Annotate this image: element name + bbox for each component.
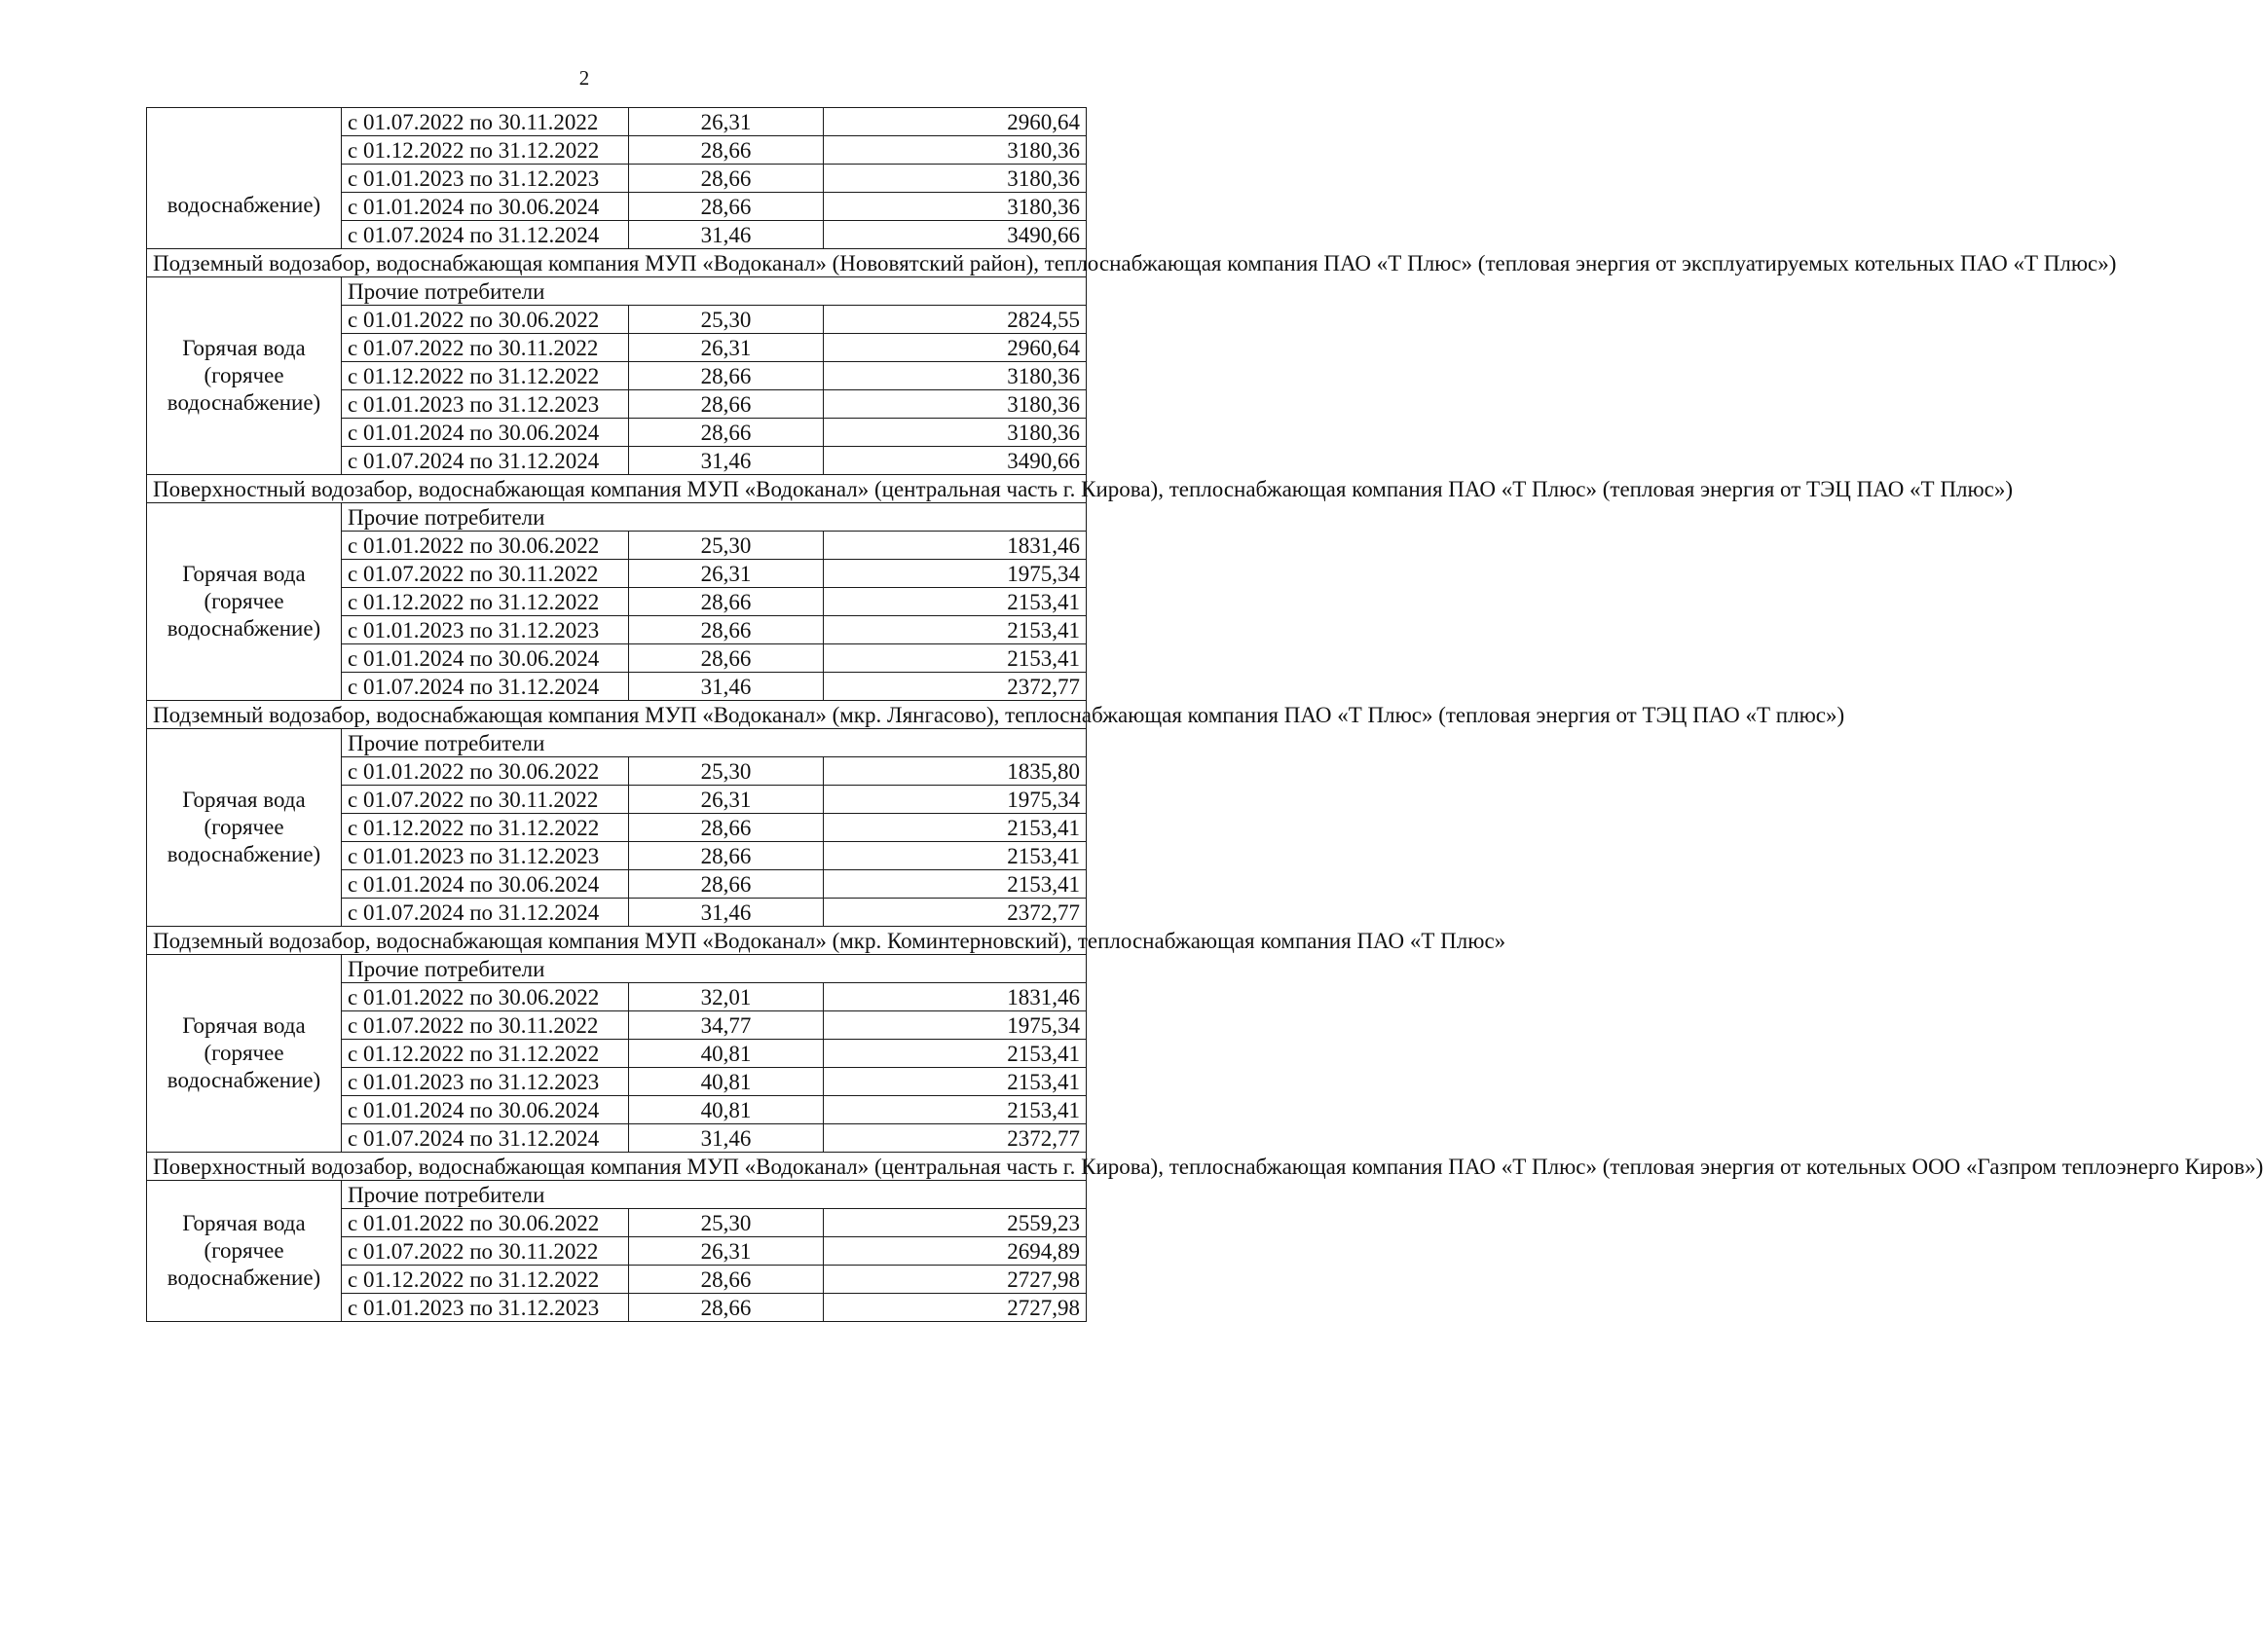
component-value-cell: 25,30 bbox=[629, 532, 824, 560]
consumer-group-label: Прочие потребители bbox=[342, 729, 1087, 757]
energy-value-cell: 2694,89 bbox=[824, 1237, 1087, 1266]
period-cell: с 01.07.2022 по 30.11.2022 bbox=[342, 1011, 629, 1040]
energy-value-cell: 2372,77 bbox=[824, 673, 1087, 701]
resource-label-line: (горячее bbox=[204, 815, 284, 839]
consumer-group-row bbox=[147, 503, 1087, 532]
energy-value-cell: 2372,77 bbox=[824, 1124, 1087, 1153]
component-value-cell: 28,66 bbox=[629, 362, 824, 390]
consumer-group-row bbox=[147, 955, 1087, 983]
period-cell: с 01.07.2022 по 30.11.2022 bbox=[342, 1237, 629, 1266]
energy-value-cell: 2153,41 bbox=[824, 616, 1087, 644]
period-cell: с 01.01.2023 по 31.12.2023 bbox=[342, 165, 629, 193]
resource-label-line: водоснабжение) bbox=[167, 1068, 321, 1092]
energy-value-cell: 2153,41 bbox=[824, 1040, 1087, 1068]
section-header: Подземный водозабор, водоснабжающая компания МУП «Водоканал» (Нововятский район), теплоснабжающая компания ПАО «Т Плюс» (тепловая энергия от эксплуатируемых котельных ПАО «Т Плюс») bbox=[147, 249, 1087, 277]
resource-label-line: (горячее bbox=[204, 1238, 284, 1263]
resource-label-line: водоснабжение) bbox=[167, 193, 321, 217]
component-value-cell: 26,31 bbox=[629, 560, 824, 588]
energy-value-cell: 3490,66 bbox=[824, 221, 1087, 249]
component-value-cell: 40,81 bbox=[629, 1096, 824, 1124]
period-cell: с 01.01.2024 по 30.06.2024 bbox=[342, 193, 629, 221]
period-cell: с 01.01.2023 по 31.12.2023 bbox=[342, 842, 629, 870]
resource-label-line: (горячее bbox=[204, 589, 284, 613]
component-value-cell: 34,77 bbox=[629, 1011, 824, 1040]
energy-value-cell: 2960,64 bbox=[824, 108, 1087, 136]
period-cell: с 01.01.2023 по 31.12.2023 bbox=[342, 1294, 629, 1322]
resource-cell bbox=[147, 503, 342, 701]
resource-cell bbox=[147, 955, 342, 1153]
resource-label-line: Горячая вода bbox=[182, 1013, 306, 1038]
consumer-group-label: Прочие потребители bbox=[342, 277, 1087, 306]
period-cell: с 01.12.2022 по 31.12.2022 bbox=[342, 136, 629, 165]
energy-value-cell: 2153,41 bbox=[824, 588, 1087, 616]
period-cell: с 01.12.2022 по 31.12.2022 bbox=[342, 588, 629, 616]
period-cell: с 01.01.2024 по 30.06.2024 bbox=[342, 644, 629, 673]
resource-cell bbox=[147, 729, 342, 927]
period-cell: с 01.07.2024 по 31.12.2024 bbox=[342, 899, 629, 927]
resource-label-line: Горячая вода bbox=[182, 788, 306, 812]
energy-value-cell: 1831,46 bbox=[824, 983, 1087, 1011]
component-value-cell: 31,46 bbox=[629, 221, 824, 249]
period-cell: с 01.07.2022 по 30.11.2022 bbox=[342, 560, 629, 588]
period-cell: с 01.12.2022 по 31.12.2022 bbox=[342, 814, 629, 842]
section-header: Поверхностный водозабор, водоснабжающая компания МУП «Водоканал» (центральная часть г. Кирова), теплоснабжающая компания ПАО «Т Плюс» (тепловая энергия от котельных ООО «Газпром теплоэнерго Киров») bbox=[147, 1153, 1087, 1181]
period-cell: с 01.07.2024 по 31.12.2024 bbox=[342, 447, 629, 475]
section-header: Подземный водозабор, водоснабжающая компания МУП «Водоканал» (мкр. Коминтерновский), теплоснабжающая компания ПАО «Т Плюс» bbox=[147, 927, 1087, 955]
period-cell: с 01.01.2022 по 30.06.2022 bbox=[342, 1209, 629, 1237]
energy-value-cell: 2153,41 bbox=[824, 842, 1087, 870]
resource-label-line bbox=[153, 137, 335, 165]
resource-label-line: водоснабжение) bbox=[167, 616, 321, 641]
energy-value-cell: 3490,66 bbox=[824, 447, 1087, 475]
resource-cell bbox=[147, 277, 342, 475]
section-header-row bbox=[147, 1153, 1087, 1181]
component-value-cell: 28,66 bbox=[629, 1294, 824, 1322]
resource-label-line: водоснабжение) bbox=[167, 1266, 321, 1290]
energy-value-cell: 2960,64 bbox=[824, 334, 1087, 362]
resource-label-line: Горячая вода bbox=[182, 562, 306, 586]
period-cell: с 01.01.2022 по 30.06.2022 bbox=[342, 983, 629, 1011]
energy-value-cell: 3180,36 bbox=[824, 390, 1087, 419]
section-header: Подземный водозабор, водоснабжающая компания МУП «Водоканал» (мкр. Лянгасово), теплоснабжающая компания ПАО «Т Плюс» (тепловая энергия от ТЭЦ ПАО «Т плюс») bbox=[147, 701, 1087, 729]
component-value-cell: 28,66 bbox=[629, 419, 824, 447]
energy-value-cell: 2559,23 bbox=[824, 1209, 1087, 1237]
period-cell: с 01.07.2024 по 31.12.2024 bbox=[342, 673, 629, 701]
energy-value-cell: 1831,46 bbox=[824, 532, 1087, 560]
tariff-table bbox=[146, 107, 2263, 1322]
component-value-cell: 26,31 bbox=[629, 108, 824, 136]
component-value-cell: 26,31 bbox=[629, 334, 824, 362]
component-value-cell: 40,81 bbox=[629, 1068, 824, 1096]
period-cell: с 01.01.2024 по 30.06.2024 bbox=[342, 419, 629, 447]
component-value-cell: 28,66 bbox=[629, 814, 824, 842]
resource-label-line: (горячее bbox=[204, 363, 284, 387]
component-value-cell: 26,31 bbox=[629, 786, 824, 814]
section-header-row bbox=[147, 475, 1087, 503]
period-cell: с 01.12.2022 по 31.12.2022 bbox=[342, 1266, 629, 1294]
energy-value-cell: 1975,34 bbox=[824, 560, 1087, 588]
energy-value-cell: 3180,36 bbox=[824, 362, 1087, 390]
consumer-group-row bbox=[147, 1181, 1087, 1209]
section-header-row bbox=[147, 249, 1087, 277]
component-value-cell: 28,66 bbox=[629, 842, 824, 870]
energy-value-cell: 3180,36 bbox=[824, 136, 1087, 165]
period-cell: с 01.07.2024 по 31.12.2024 bbox=[342, 221, 629, 249]
component-value-cell: 25,30 bbox=[629, 306, 824, 334]
component-value-cell: 31,46 bbox=[629, 673, 824, 701]
consumer-group-row bbox=[147, 277, 1087, 306]
energy-value-cell: 2153,41 bbox=[824, 814, 1087, 842]
period-cell: с 01.07.2022 по 30.11.2022 bbox=[342, 334, 629, 362]
component-value-cell: 31,46 bbox=[629, 447, 824, 475]
period-cell: с 01.01.2024 по 30.06.2024 bbox=[342, 870, 629, 899]
period-cell: с 01.07.2024 по 31.12.2024 bbox=[342, 1124, 629, 1153]
consumer-group-label: Прочие потребители bbox=[342, 955, 1087, 983]
period-cell: с 01.01.2024 по 30.06.2024 bbox=[342, 1096, 629, 1124]
component-value-cell: 28,66 bbox=[629, 136, 824, 165]
energy-value-cell: 2727,98 bbox=[824, 1266, 1087, 1294]
section-header-row bbox=[147, 927, 1087, 955]
period-cell: с 01.07.2022 по 30.11.2022 bbox=[342, 786, 629, 814]
energy-value-cell: 3180,36 bbox=[824, 419, 1087, 447]
period-cell: с 01.01.2023 по 31.12.2023 bbox=[342, 390, 629, 419]
component-value-cell: 28,66 bbox=[629, 1266, 824, 1294]
consumer-group-label: Прочие потребители bbox=[342, 503, 1087, 532]
energy-value-cell: 1975,34 bbox=[824, 1011, 1087, 1040]
resource-cell bbox=[147, 1181, 342, 1322]
section-header: Поверхностный водозабор, водоснабжающая компания МУП «Водоканал» (центральная часть г. Кирова), теплоснабжающая компания ПАО «Т Плюс» (тепловая энергия от ТЭЦ ПАО «Т Плюс») bbox=[147, 475, 1087, 503]
energy-value-cell: 2153,41 bbox=[824, 644, 1087, 673]
tariff-row bbox=[147, 108, 1087, 136]
resource-label-line: Горячая вода bbox=[182, 1211, 306, 1235]
energy-value-cell: 2727,98 bbox=[824, 1294, 1087, 1322]
component-value-cell: 31,46 bbox=[629, 899, 824, 927]
resource-label-line: водоснабжение) bbox=[167, 390, 321, 415]
energy-value-cell: 2153,41 bbox=[824, 870, 1087, 899]
consumer-group-label: Прочие потребители bbox=[342, 1181, 1087, 1209]
component-value-cell: 28,66 bbox=[629, 588, 824, 616]
period-cell: с 01.01.2023 по 31.12.2023 bbox=[342, 616, 629, 644]
energy-value-cell: 2153,41 bbox=[824, 1068, 1087, 1096]
component-value-cell: 31,46 bbox=[629, 1124, 824, 1153]
period-cell: с 01.01.2022 по 30.06.2022 bbox=[342, 306, 629, 334]
resource-label-line: (горячее bbox=[204, 1041, 284, 1065]
period-cell: с 01.12.2022 по 31.12.2022 bbox=[342, 1040, 629, 1068]
energy-value-cell: 3180,36 bbox=[824, 193, 1087, 221]
resource-label-line bbox=[153, 165, 335, 192]
energy-value-cell: 2153,41 bbox=[824, 1096, 1087, 1124]
energy-value-cell: 2372,77 bbox=[824, 899, 1087, 927]
period-cell: с 01.07.2022 по 30.11.2022 bbox=[342, 108, 629, 136]
component-value-cell: 28,66 bbox=[629, 390, 824, 419]
resource-cell bbox=[147, 108, 342, 249]
resource-label-line: водоснабжение) bbox=[167, 842, 321, 866]
energy-value-cell: 1975,34 bbox=[824, 786, 1087, 814]
component-value-cell: 32,01 bbox=[629, 983, 824, 1011]
component-value-cell: 26,31 bbox=[629, 1237, 824, 1266]
energy-value-cell: 3180,36 bbox=[824, 165, 1087, 193]
section-header-row bbox=[147, 701, 1087, 729]
period-cell: с 01.01.2022 по 30.06.2022 bbox=[342, 532, 629, 560]
page-number: 2 bbox=[578, 66, 590, 90]
consumer-group-row bbox=[147, 729, 1087, 757]
period-cell: с 01.12.2022 по 31.12.2022 bbox=[342, 362, 629, 390]
resource-label-line: Горячая вода bbox=[182, 336, 306, 360]
energy-value-cell: 2824,55 bbox=[824, 306, 1087, 334]
energy-value-cell: 1835,80 bbox=[824, 757, 1087, 786]
component-value-cell: 40,81 bbox=[629, 1040, 824, 1068]
component-value-cell: 28,66 bbox=[629, 870, 824, 899]
component-value-cell: 28,66 bbox=[629, 193, 824, 221]
period-cell: с 01.01.2022 по 30.06.2022 bbox=[342, 757, 629, 786]
component-value-cell: 25,30 bbox=[629, 1209, 824, 1237]
component-value-cell: 28,66 bbox=[629, 644, 824, 673]
component-value-cell: 28,66 bbox=[629, 616, 824, 644]
period-cell: с 01.01.2023 по 31.12.2023 bbox=[342, 1068, 629, 1096]
component-value-cell: 25,30 bbox=[629, 757, 824, 786]
component-value-cell: 28,66 bbox=[629, 165, 824, 193]
